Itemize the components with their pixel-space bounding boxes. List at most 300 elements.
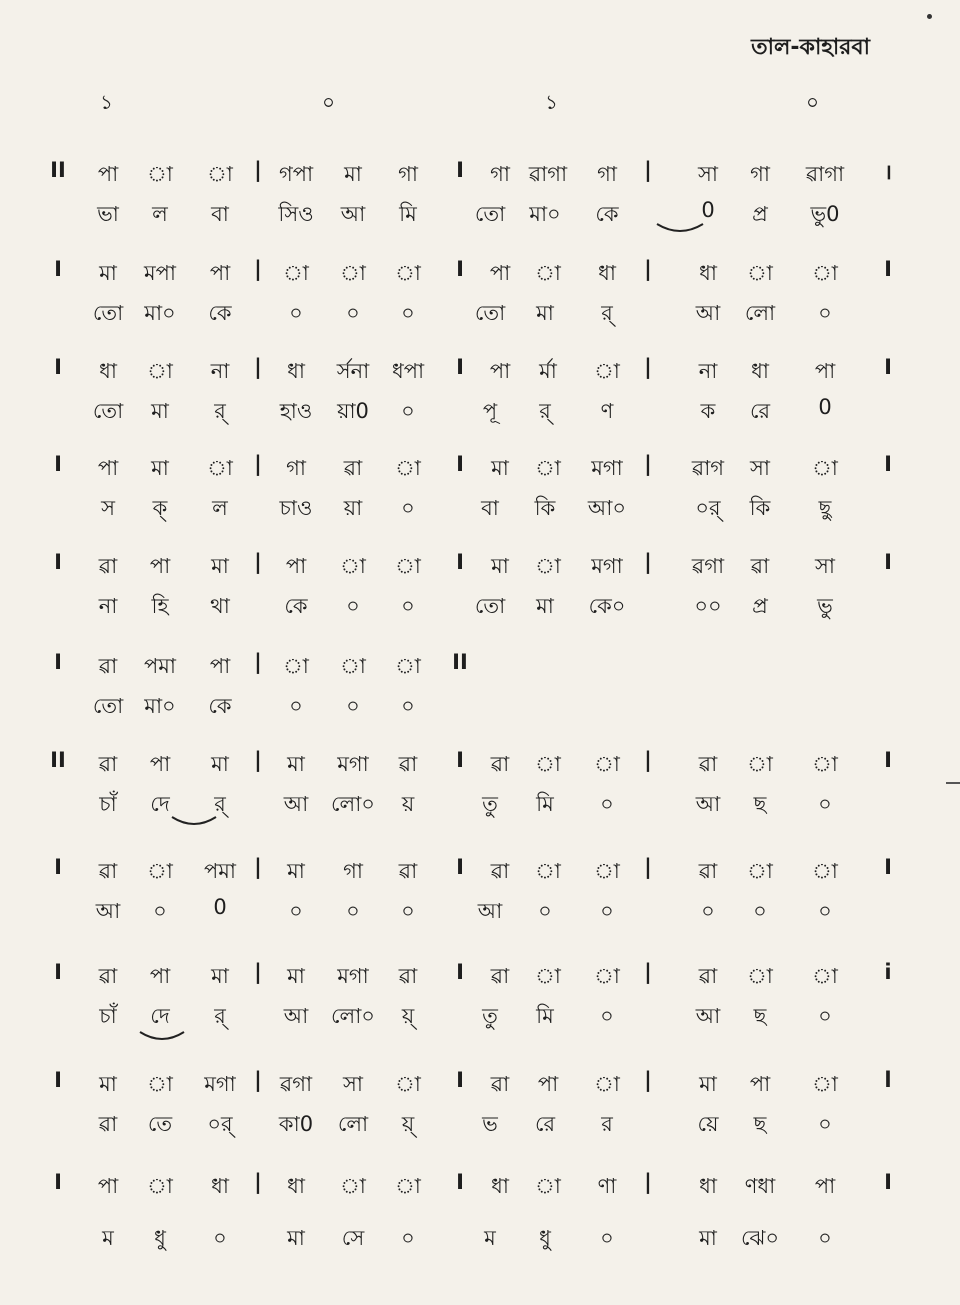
bar-line: I xyxy=(54,550,62,574)
lyric-cell: কে০ xyxy=(588,594,626,618)
bar-line: | xyxy=(644,960,652,984)
lyric-cell: লো xyxy=(744,301,776,325)
lyric-cell: ০ xyxy=(818,301,832,325)
note-cell: মা xyxy=(211,964,229,988)
note-cell: া xyxy=(283,261,309,285)
bar-line: II xyxy=(50,158,66,182)
note-cell: সা xyxy=(343,1072,363,1096)
note-cell: পমা xyxy=(143,654,177,678)
note-cell: ৱা xyxy=(398,752,418,776)
bar-line: I xyxy=(456,855,464,879)
lyric-cell: ০ xyxy=(401,301,415,325)
beat-mark-3: ১ xyxy=(545,90,558,114)
lyric-cell: রে xyxy=(534,1112,556,1136)
note-cell: মা xyxy=(211,752,229,776)
notation-row-2 xyxy=(0,257,960,297)
note-cell: ধা xyxy=(287,1174,305,1198)
lyric-row-1 xyxy=(0,198,960,238)
bar-line: I xyxy=(54,1170,62,1194)
note-cell: মা xyxy=(287,964,305,988)
bar-line: | xyxy=(254,855,262,879)
bar-line: | xyxy=(254,158,262,182)
bar-line: I xyxy=(456,550,464,574)
bar-line: | xyxy=(254,355,262,379)
lyric-cell: আ xyxy=(95,899,121,923)
lyric-row-11 xyxy=(0,1222,960,1262)
note-cell: গপা xyxy=(278,162,314,186)
note-cell: পা xyxy=(814,1174,836,1198)
note-cell: া xyxy=(747,964,773,988)
lyric-cell: তু xyxy=(482,792,498,816)
lyric-cell: ঝে০ xyxy=(740,1226,780,1250)
bar-line: I xyxy=(54,960,62,984)
lyric-cell: তো xyxy=(92,694,124,718)
lyric-cell: আ xyxy=(477,899,503,923)
note-cell: মা xyxy=(287,752,305,776)
note-cell: সা xyxy=(750,456,770,480)
lyric-cell: ০ xyxy=(401,899,415,923)
bar-line: i xyxy=(884,960,892,984)
bar-line: | xyxy=(254,257,262,281)
lyric-cell: মা০ xyxy=(144,694,176,718)
note-cell: পা xyxy=(209,261,231,285)
lyric-cell: ভা xyxy=(97,202,119,226)
bar-line: | xyxy=(644,748,652,772)
lyric-cell: ০ xyxy=(600,792,614,816)
lyric-cell: আ xyxy=(283,1004,309,1028)
lyric-cell: মি xyxy=(536,1004,554,1028)
lyric-cell: ণ xyxy=(600,399,614,423)
lyric-cell: লো০ xyxy=(331,1004,375,1028)
lyric-cell: আ xyxy=(695,301,721,325)
note-cell: া xyxy=(395,261,421,285)
note-cell: ৱা xyxy=(698,859,718,883)
lyric-cell: কে xyxy=(595,202,619,226)
note-cell: া xyxy=(207,456,233,480)
lyric-cell: ০ xyxy=(346,694,360,718)
note-cell: া xyxy=(147,162,173,186)
lyric-cell: ০ xyxy=(213,1226,227,1250)
notation-row-7 xyxy=(0,748,960,788)
note-cell: া xyxy=(812,752,838,776)
lyric-cell: পূ xyxy=(482,399,498,423)
note-cell: া xyxy=(147,359,173,383)
note-cell: া xyxy=(340,554,366,578)
bar-line: | xyxy=(644,452,652,476)
note-cell: পা xyxy=(749,1072,771,1096)
lyric-cell: না xyxy=(98,594,118,618)
note-cell: া xyxy=(395,554,421,578)
lyric-cell: ভ xyxy=(482,1112,498,1136)
note-cell: ৱা xyxy=(750,554,770,578)
note-cell: া xyxy=(395,1072,421,1096)
lyric-cell: র্ xyxy=(601,301,613,325)
lyric-cell: র্ xyxy=(214,792,226,816)
lyric-cell: ০ xyxy=(401,1226,415,1250)
note-cell: সা xyxy=(698,162,718,186)
lyric-row-6 xyxy=(0,690,960,730)
lyric-cell: আ xyxy=(340,202,366,226)
lyric-cell: থা xyxy=(210,594,230,618)
bar-line: | xyxy=(254,650,262,674)
bar-line: | xyxy=(644,355,652,379)
lyric-cell: চাঁ xyxy=(99,1004,117,1028)
slur-mark-3 xyxy=(138,1030,186,1044)
lyric-cell: মা xyxy=(287,1226,305,1250)
note-cell: মা xyxy=(211,554,229,578)
bar-line: | xyxy=(644,1170,652,1194)
lyric-cell: ০ xyxy=(289,694,303,718)
lyric-cell: ০ xyxy=(401,694,415,718)
lyric-cell: আ xyxy=(695,1004,721,1028)
lyric-cell: সিও xyxy=(278,202,314,226)
note-cell: া xyxy=(395,1174,421,1198)
lyric-cell: ধু xyxy=(539,1226,551,1250)
bar-line: | xyxy=(254,550,262,574)
notation-row-5 xyxy=(0,550,960,590)
note-cell: া xyxy=(147,859,173,883)
note-cell: পা xyxy=(285,554,307,578)
note-cell: মা xyxy=(287,859,305,883)
lyric-cell: ছ xyxy=(753,1004,767,1028)
bar-line: I xyxy=(456,158,464,182)
lyric-cell: র xyxy=(601,1112,613,1136)
note-cell: ধা xyxy=(751,359,769,383)
bar-line: I xyxy=(456,1170,464,1194)
notation-row-10 xyxy=(0,1068,960,1108)
lyric-cell: ০ xyxy=(401,399,415,423)
note-cell: পা xyxy=(97,162,119,186)
lyric-cell: ০ xyxy=(538,899,552,923)
note-cell: ৱা xyxy=(698,752,718,776)
lyric-cell: ধু xyxy=(154,1226,166,1250)
lyric-cell: ০ xyxy=(818,899,832,923)
note-cell: মগা xyxy=(204,1072,236,1096)
lyric-cell: মা০ xyxy=(144,301,176,325)
lyric-cell: তো xyxy=(92,301,124,325)
bar-line: I xyxy=(54,650,62,674)
lyric-cell: ম xyxy=(484,1226,496,1250)
bar-line: II xyxy=(452,650,468,674)
note-cell: ধা xyxy=(99,359,117,383)
lyric-cell: কে xyxy=(284,594,308,618)
note-cell: সা xyxy=(815,554,835,578)
note-cell: পা xyxy=(489,359,511,383)
beat-mark-1: ১ xyxy=(100,90,113,114)
note-cell: া xyxy=(747,261,773,285)
note-cell: ৱগা xyxy=(279,1072,313,1096)
notation-row-4 xyxy=(0,452,960,492)
beat-mark-4: ০ xyxy=(806,90,820,114)
note-cell: র্সনা xyxy=(336,359,370,383)
lyric-cell: ০ xyxy=(346,301,360,325)
lyric-cell: মা xyxy=(536,594,554,618)
note-cell: া xyxy=(395,654,421,678)
note-cell: মা xyxy=(344,162,362,186)
lyric-cell: য়্ xyxy=(401,1112,415,1136)
note-cell: ৱা xyxy=(98,752,118,776)
bar-line: II xyxy=(50,748,66,772)
note-cell: া xyxy=(535,859,561,883)
note-cell: া xyxy=(747,859,773,883)
note-cell: া xyxy=(535,261,561,285)
lyric-cell: ০ xyxy=(600,1004,614,1028)
lyric-cell: য়া xyxy=(343,496,363,520)
note-cell: পা xyxy=(537,1072,559,1096)
lyric-cell: ০র্ xyxy=(207,1112,233,1136)
lyric-cell: তো xyxy=(474,594,506,618)
lyric-row-3 xyxy=(0,395,960,435)
note-cell: া xyxy=(594,1072,620,1096)
lyric-cell: মি xyxy=(399,202,417,226)
bar-line: l xyxy=(884,1068,892,1092)
note-cell: া xyxy=(594,359,620,383)
notation-row-3 xyxy=(0,355,960,395)
note-cell: ধা xyxy=(211,1174,229,1198)
lyric-cell: কা0 xyxy=(278,1112,314,1136)
notation-row-8 xyxy=(0,855,960,895)
note-cell: া xyxy=(535,456,561,480)
lyric-row-8 xyxy=(0,895,960,935)
lyric-cell: ছ xyxy=(753,792,767,816)
note-cell: না xyxy=(698,359,718,383)
slur-mark-1 xyxy=(655,222,705,236)
bar-line: I xyxy=(884,355,892,379)
note-cell: ৱা xyxy=(490,859,510,883)
lyric-cell: ভু0 xyxy=(810,202,840,226)
bar-line: I xyxy=(54,257,62,281)
note-cell: ৱা xyxy=(490,1072,510,1096)
bar-line: | xyxy=(644,855,652,879)
note-cell: া xyxy=(594,964,620,988)
note-cell: ৱা xyxy=(98,964,118,988)
lyric-cell: ০ xyxy=(346,899,360,923)
lyric-cell: ০০ xyxy=(694,594,722,618)
lyric-cell: মা xyxy=(151,399,169,423)
note-cell: ৱগা xyxy=(691,554,725,578)
note-cell: ৱা xyxy=(98,554,118,578)
note-cell: পা xyxy=(149,964,171,988)
note-cell: া xyxy=(147,1174,173,1198)
note-cell: ণধা xyxy=(744,1174,776,1198)
note-cell: ৱা xyxy=(398,964,418,988)
bar-line: I xyxy=(54,1068,62,1092)
note-cell: ৱাগা xyxy=(528,162,568,186)
lyric-cell: চাঁ xyxy=(99,792,117,816)
note-cell: মা xyxy=(491,554,509,578)
lyric-cell: ০র্ xyxy=(695,496,721,520)
lyric-cell: ০ xyxy=(289,301,303,325)
lyric-row-5 xyxy=(0,590,960,630)
note-cell: ৱা xyxy=(698,964,718,988)
bar-line: I xyxy=(54,452,62,476)
lyric-cell: ০ xyxy=(818,1226,832,1250)
lyric-cell: ০ xyxy=(600,1226,614,1250)
lyric-cell: দে xyxy=(150,1004,170,1028)
lyric-cell: ল xyxy=(152,202,168,226)
lyric-cell: 0 xyxy=(701,198,715,222)
bar-line: | xyxy=(644,257,652,281)
lyric-cell: মি xyxy=(536,792,554,816)
note-cell: মপা xyxy=(143,261,177,285)
note-cell: া xyxy=(340,261,366,285)
note-cell: া xyxy=(147,1072,173,1096)
lyric-cell: কি xyxy=(749,496,771,520)
bar-line: I xyxy=(456,960,464,984)
bar-line: I xyxy=(54,855,62,879)
note-cell: া xyxy=(535,752,561,776)
lyric-cell: চাও xyxy=(279,496,313,520)
note-cell: া xyxy=(340,1174,366,1198)
lyric-cell: তো xyxy=(474,202,506,226)
note-cell: ৱাগা xyxy=(805,162,845,186)
lyric-cell: ০ xyxy=(753,899,767,923)
note-cell: মগা xyxy=(591,554,623,578)
note-cell: ৱাগ xyxy=(691,456,725,480)
note-cell: পা xyxy=(209,654,231,678)
beat-mark-2: ০ xyxy=(322,90,336,114)
lyric-cell: ০ xyxy=(600,899,614,923)
bar-line: I xyxy=(456,748,464,772)
lyric-row-2 xyxy=(0,297,960,337)
note-cell: গা xyxy=(490,162,510,186)
bar-line: I xyxy=(54,355,62,379)
note-cell: গা xyxy=(597,162,617,186)
bar-line: | xyxy=(254,452,262,476)
lyric-cell: ০ xyxy=(289,899,303,923)
note-cell: মা xyxy=(151,456,169,480)
lyric-cell: তো xyxy=(474,301,506,325)
lyric-cell: য় xyxy=(401,792,415,816)
bar-line: | xyxy=(254,748,262,772)
notation-row-11 xyxy=(0,1170,960,1210)
lyric-cell: তু xyxy=(482,1004,498,1028)
lyric-cell: স xyxy=(101,496,115,520)
note-cell: ধা xyxy=(598,261,616,285)
note-cell: গা xyxy=(286,456,306,480)
note-cell: ধা xyxy=(699,261,717,285)
bar-line: I xyxy=(884,855,892,879)
lyric-row-7 xyxy=(0,788,960,828)
lyric-cell: মা০ xyxy=(529,202,561,226)
note-cell: ধা xyxy=(699,1174,717,1198)
note-cell: মগা xyxy=(337,964,369,988)
note-cell: া xyxy=(535,554,561,578)
lyric-cell: ম xyxy=(102,1226,114,1250)
lyric-cell: বা xyxy=(211,202,229,226)
note-cell: া xyxy=(747,752,773,776)
note-cell: ণা xyxy=(597,1174,617,1198)
lyric-cell: লো xyxy=(337,1112,369,1136)
note-cell: ৱা xyxy=(343,456,363,480)
lyric-cell: ০ xyxy=(401,496,415,520)
note-cell: া xyxy=(812,1072,838,1096)
lyric-cell: 0 xyxy=(213,895,227,919)
lyric-cell: য়ে xyxy=(697,1112,719,1136)
bar-line: I xyxy=(884,1170,892,1194)
lyric-row-4 xyxy=(0,492,960,532)
note-cell: গা xyxy=(343,859,363,883)
lyric-cell: রে xyxy=(749,399,771,423)
bar-line: I xyxy=(456,355,464,379)
lyric-cell: ০ xyxy=(153,899,167,923)
note-cell: র্মা xyxy=(539,359,557,383)
lyric-cell: হাও xyxy=(279,399,313,423)
lyric-cell: আ xyxy=(283,792,309,816)
lyric-cell: ল xyxy=(212,496,228,520)
bar-line: I xyxy=(456,257,464,281)
lyric-row-10 xyxy=(0,1108,960,1148)
note-cell: ধা xyxy=(287,359,305,383)
lyric-cell: মা xyxy=(699,1226,717,1250)
notation-row-6 xyxy=(0,650,960,690)
note-cell: ৱা xyxy=(490,964,510,988)
bar-line: | xyxy=(254,1170,262,1194)
note-cell: া xyxy=(207,162,233,186)
lyric-cell: তো xyxy=(92,399,124,423)
lyric-cell: কে xyxy=(208,301,232,325)
bar-line: I xyxy=(884,550,892,574)
note-cell: া xyxy=(812,261,838,285)
note-cell: া xyxy=(340,654,366,678)
lyric-cell: কি xyxy=(534,496,556,520)
lyric-cell: ০ xyxy=(701,899,715,923)
bar-line: | xyxy=(254,1068,262,1092)
note-cell: া xyxy=(535,1174,561,1198)
note-cell: না xyxy=(210,359,230,383)
note-cell: পা xyxy=(489,261,511,285)
note-cell: পা xyxy=(97,456,119,480)
note-cell: া xyxy=(594,752,620,776)
notation-row-9 xyxy=(0,960,960,1000)
lyric-cell: ০ xyxy=(346,594,360,618)
lyric-cell: ক্ xyxy=(152,496,168,520)
note-cell: পমা xyxy=(203,859,237,883)
bar-line: | xyxy=(254,960,262,984)
note-cell: া xyxy=(395,456,421,480)
note-cell: া xyxy=(812,456,838,480)
note-cell: ধপা xyxy=(391,359,425,383)
note-cell: গা xyxy=(750,162,770,186)
bar-line: I xyxy=(884,452,892,476)
note-cell: পা xyxy=(97,1174,119,1198)
bar-line: । xyxy=(884,160,892,184)
note-cell: ৱা xyxy=(490,752,510,776)
note-cell: মা xyxy=(99,261,117,285)
lyric-cell: তে xyxy=(147,1112,173,1136)
lyric-cell: ভু xyxy=(817,594,833,618)
note-cell: মগা xyxy=(591,456,623,480)
lyric-cell: য়্ xyxy=(401,1004,415,1028)
note-cell: া xyxy=(283,654,309,678)
lyric-cell: ছ xyxy=(753,1112,767,1136)
lyric-cell: ক xyxy=(700,399,716,423)
lyric-cell: র্ xyxy=(539,399,551,423)
lyric-cell: ০ xyxy=(818,1004,832,1028)
note-cell: া xyxy=(594,859,620,883)
lyric-cell: হি xyxy=(151,594,169,618)
lyric-cell: র্ xyxy=(214,399,226,423)
lyric-cell: দে xyxy=(150,792,170,816)
lyric-cell: আ০ xyxy=(587,496,627,520)
lyric-cell: ছু xyxy=(818,496,832,520)
note-cell: া xyxy=(812,964,838,988)
note-cell: ৱা xyxy=(98,859,118,883)
lyric-cell: র্ xyxy=(214,1004,226,1028)
lyric-cell: সে xyxy=(341,1226,365,1250)
note-cell: পা xyxy=(149,752,171,776)
lyric-cell: 0 xyxy=(818,395,832,419)
